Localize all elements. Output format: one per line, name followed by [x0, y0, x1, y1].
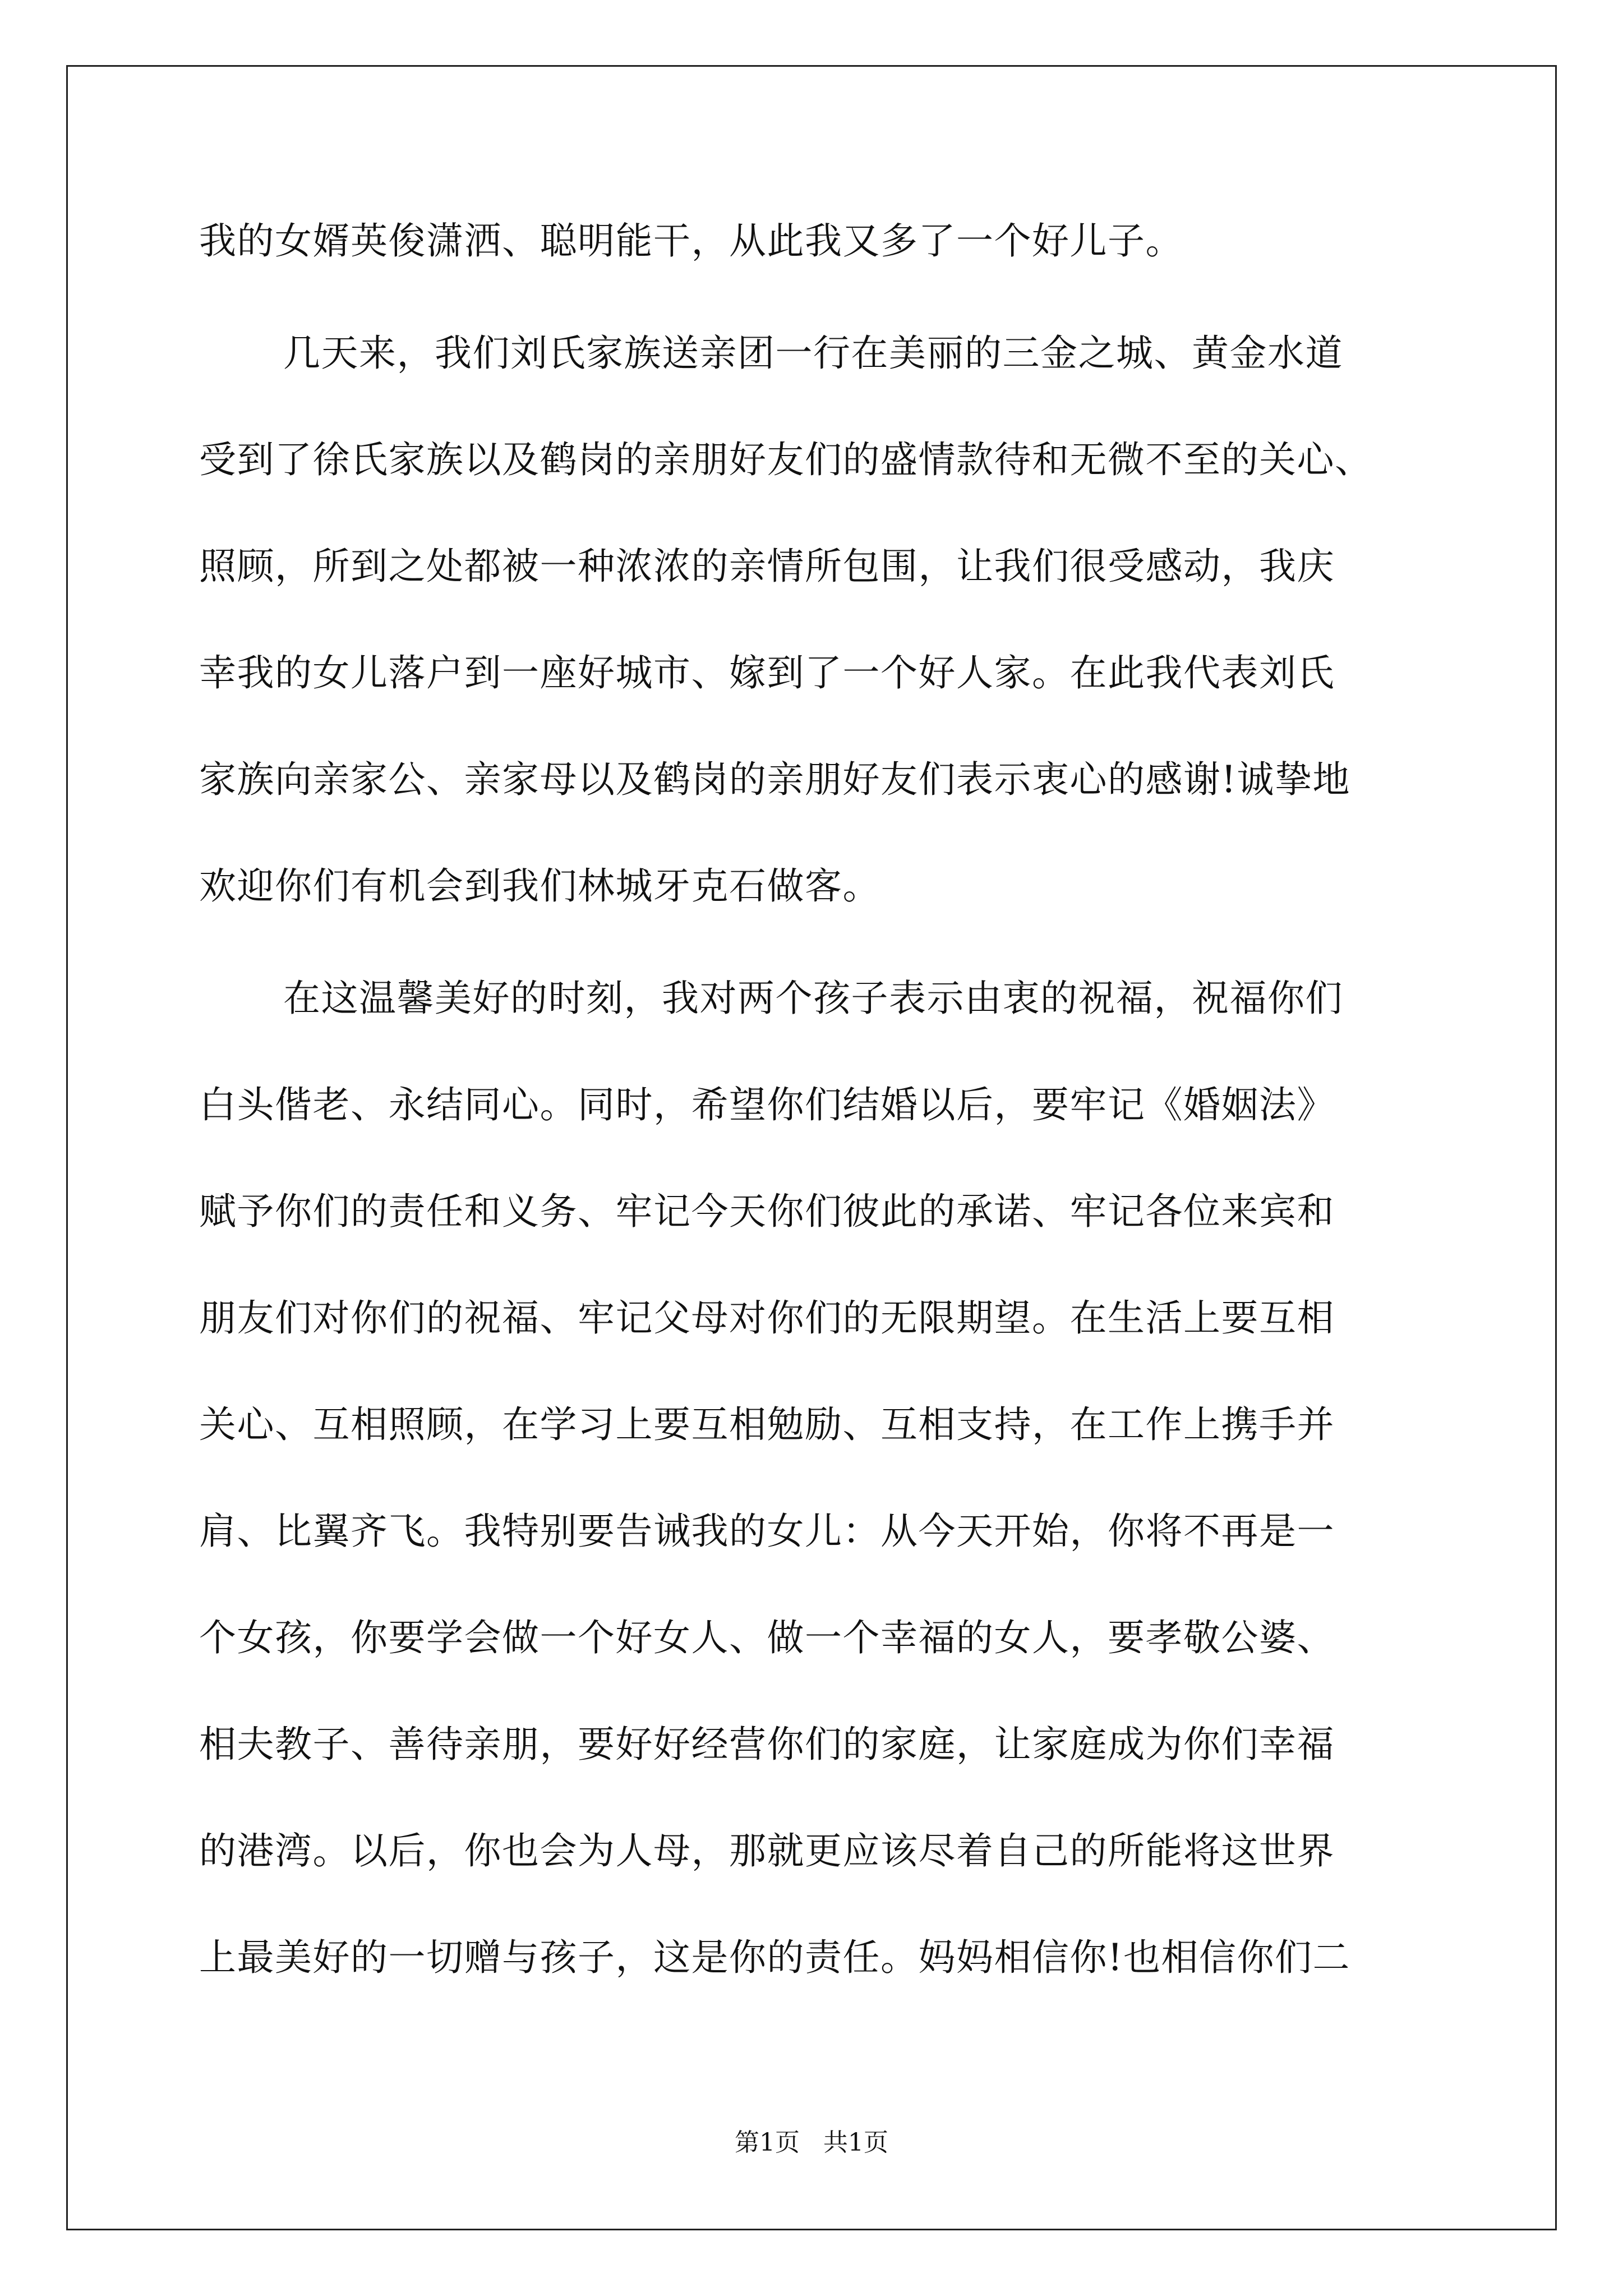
text-line: 的港湾。以后，你也会为人母，那就更应该尽着自己的所能将这世界: [199, 1829, 1335, 1872]
text-line: 欢迎你们有机会到我们林城牙克石做客。: [199, 864, 880, 908]
text-line: 朋友们对你们的祝福、牢记父母对你们的无限期望。在生活上要互相: [199, 1296, 1335, 1340]
text-line: 关心、互相照顾，在学习上要互相勉励、互相支持，在工作上携手并: [199, 1403, 1335, 1446]
page-border: [66, 65, 1557, 2230]
text-line: 幸我的女儿落户到一座好城市、嫁到了一个好人家。在此我代表刘氏: [199, 651, 1335, 694]
text-line: 家族向亲家公、亲家母以及鹤岗的亲朋好友们表示衷心的感谢!诚挚地: [199, 758, 1351, 801]
text-line: 肩、比翼齐飞。我特别要告诫我的女儿：从今天开始，你将不再是一: [199, 1510, 1335, 1553]
text-line: 在这温馨美好的时刻，我对两个孩子表示由衷的祝福，祝福你们: [283, 977, 1343, 1020]
text-line: 相夫教子、善待亲朋，要好好经营你们的家庭，让家庭成为你们幸福: [199, 1723, 1335, 1766]
text-line: 赋予你们的责任和义务、牢记今天你们彼此的承诺、牢记各位来宾和: [199, 1190, 1335, 1233]
text-line: 个女孩，你要学会做一个好女人、做一个幸福的女人，要孝敬公婆、: [199, 1616, 1335, 1659]
text-line: 几天来，我们刘氏家族送亲团一行在美丽的三金之城、黄金水道: [283, 332, 1343, 375]
page-number-footer: 第1页 共1页: [735, 2128, 888, 2157]
text-line: 上最美好的一切赠与孩子，这是你的责任。妈妈相信你!也相信你们二: [199, 1936, 1351, 1979]
text-line: 白头偕老、永结同心。同时，希望你们结婚以后，要牢记《婚姻法》: [199, 1083, 1335, 1126]
text-line: 受到了徐氏家族以及鹤岗的亲朋好友们的盛情款待和无微不至的关心、: [199, 438, 1373, 481]
text-line: 照顾，所到之处都被一种浓浓的亲情所包围，让我们很受感动，我庆: [199, 545, 1335, 588]
text-line: 我的女婿英俊潇洒、聪明能干，从此我又多了一个好儿子。: [199, 219, 1183, 263]
